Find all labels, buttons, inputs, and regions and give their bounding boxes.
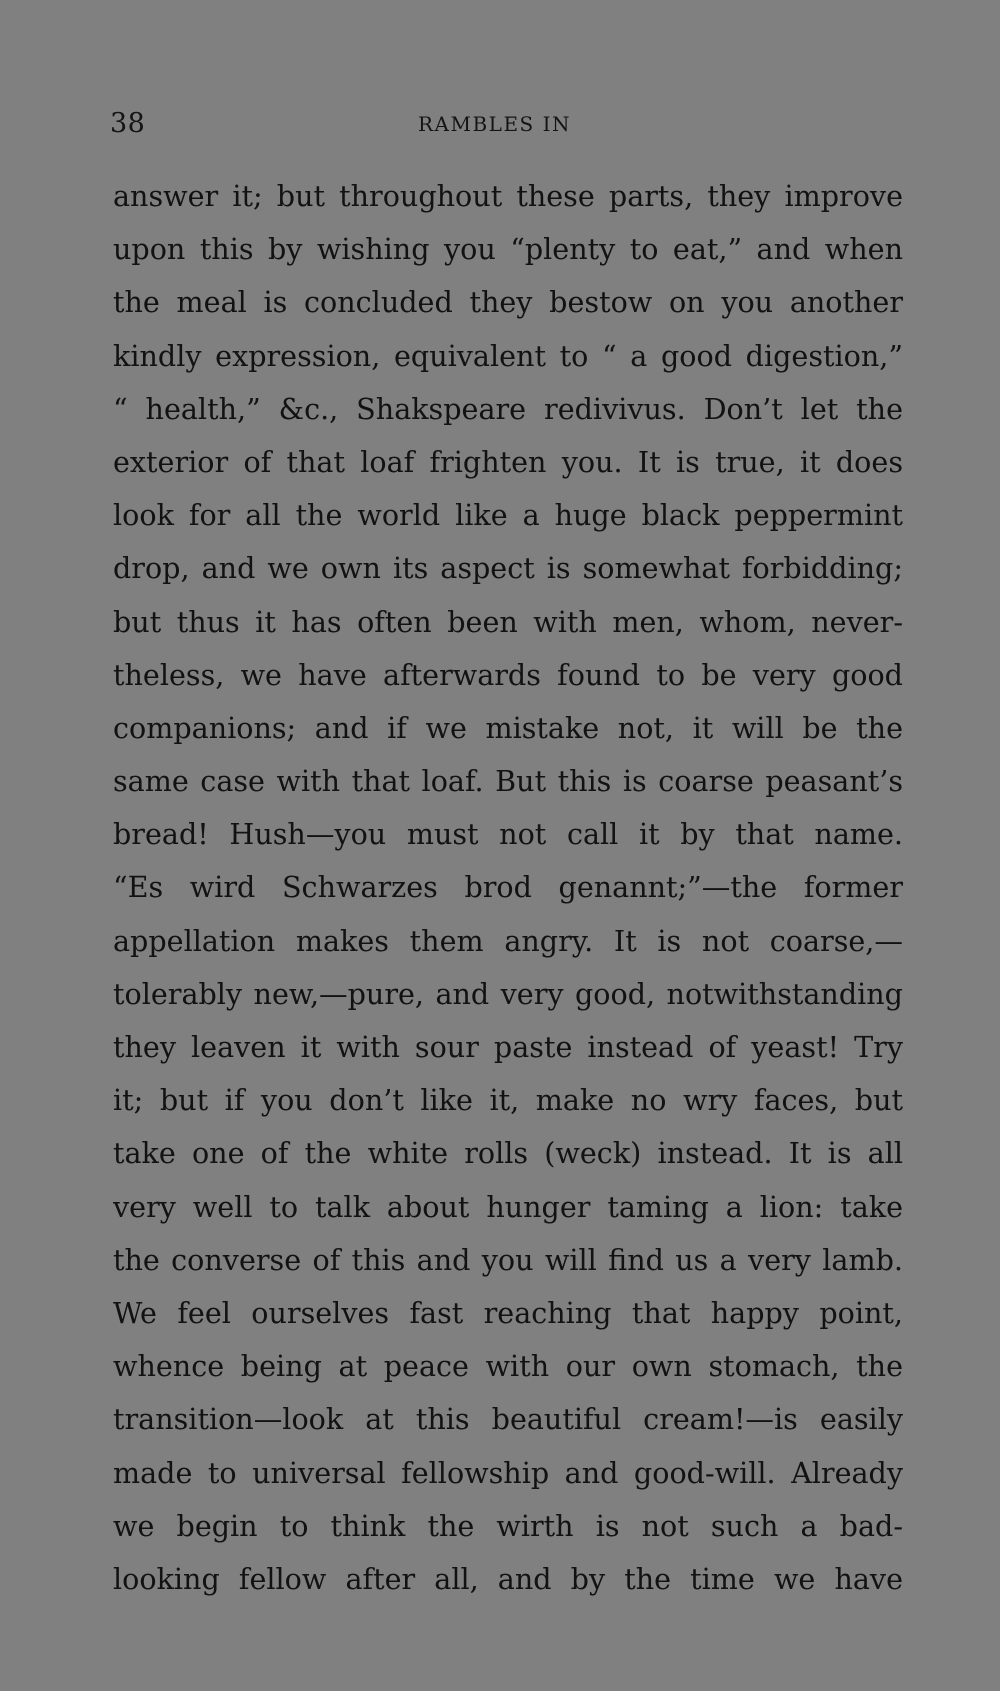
text-line: tolerably new,—pure, and very good, notwithstanding: [113, 976, 903, 1011]
text-line: the converse of this and you will find us a very lamb.: [113, 1242, 903, 1277]
text-line: companions; and if we mistake not, it will be the: [113, 710, 903, 745]
text-line: bread! Hush—you must not call it by that name.: [113, 817, 903, 852]
text-line: upon this by wishing you “plenty to eat,” and when: [113, 232, 903, 267]
text-line: same case with that loaf. But this is coarse peasant’s: [113, 764, 903, 799]
text-line: look for all the world like a huge black peppermint: [113, 498, 903, 533]
text-line: it; but if you don’t like it, make no wry faces, but: [113, 1083, 903, 1118]
text-line: theless, we have afterwards found to be very good: [113, 657, 903, 692]
text-line: whence being at peace with our own stomach, the: [113, 1349, 903, 1384]
text-line: very well to talk about hunger taming a lion: take: [113, 1189, 903, 1224]
text-line: the meal is concluded they bestow on you another: [113, 285, 903, 320]
text-line: made to universal fellowship and good-will. Already: [113, 1455, 903, 1490]
page-number: 38: [110, 108, 146, 139]
text-line: looking fellow after all, and by the time we have: [113, 1561, 903, 1596]
text-line: “ health,” &c., Shakspeare redivivus. Don’t let the: [113, 391, 903, 426]
text-line: transition—look at this beautiful cream!—is easily: [113, 1402, 903, 1437]
text-line: drop, and we own its aspect is somewhat forbidding;: [113, 551, 903, 586]
text-line: we begin to think the wirth is not such a bad-: [113, 1508, 903, 1543]
text-line: kindly expression, equivalent to “ a good digestion,”: [113, 338, 903, 373]
body-text: [113, 170, 903, 1606]
text-line: exterior of that loaf frighten you. It is true, it does: [113, 444, 903, 479]
text-line: “Es wird Schwarzes brod genannt;”—the former: [113, 870, 903, 905]
running-head: RAMBLES IN: [418, 112, 572, 136]
text-line: appellation makes them angry. It is not coarse,—: [113, 923, 903, 958]
text-line: answer it; but throughout these parts, they improve: [113, 179, 903, 213]
text-line: they leaven it with sour paste instead of yeast! Try: [113, 1030, 903, 1064]
text-line: but thus it has often been with men, whom, never-: [113, 604, 903, 639]
text-line: We feel ourselves fast reaching that happy point,: [113, 1295, 903, 1330]
text-line: take one of the white rolls (weck) instead. It is all: [113, 1136, 903, 1171]
page-header: [110, 108, 910, 148]
